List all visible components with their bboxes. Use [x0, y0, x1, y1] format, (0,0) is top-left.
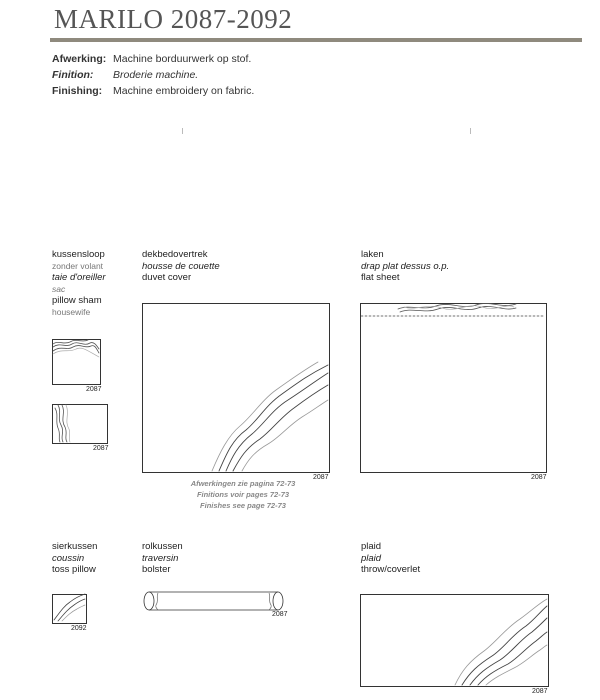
label-en-sub: housewife	[52, 306, 91, 317]
label-nl: sierkussen	[52, 541, 98, 552]
label-fr: coussin	[52, 552, 85, 564]
finishing-label-en: Finishing:	[52, 85, 103, 97]
label-en: duvet cover	[142, 272, 192, 283]
label-fr: housse de couette	[142, 260, 220, 272]
item-code: 2087	[93, 445, 109, 452]
item-code: 2087	[272, 611, 288, 618]
label-fr-sub: sac	[52, 283, 66, 294]
label-fr: plaid	[361, 552, 382, 564]
item-code: 2087	[313, 474, 329, 481]
label-nl: kussensloop	[52, 249, 105, 260]
label-nl: plaid	[361, 541, 382, 552]
finishing-text-en: Machine embroidery on fabric.	[113, 85, 255, 97]
label-nl: laken	[361, 249, 384, 260]
label-nl: rolkussen	[142, 541, 183, 552]
reference-note-fr: Finitions voir pages 72-73	[196, 490, 290, 499]
label-fr: drap plat dessus o.p.	[361, 260, 450, 272]
item-code: 2087	[86, 386, 102, 393]
finishing-label-fr: Finition:	[52, 69, 94, 81]
label-en: pillow sham	[52, 295, 102, 306]
reference-note-nl: Afwerkingen zie pagina 72-73	[190, 479, 296, 488]
label-en: flat sheet	[361, 272, 400, 283]
label-nl: dekbedovertrek	[142, 249, 208, 260]
label-en: bolster	[142, 564, 171, 575]
label-fr: taie d'oreiller	[52, 272, 106, 283]
label-en: toss pillow	[52, 564, 96, 575]
finishing-text-fr: Broderie machine.	[113, 69, 199, 81]
page-title: MARILO 2087-2092	[54, 4, 293, 34]
label-fr: traversin	[142, 552, 179, 564]
finishing-text-nl: Machine borduurwerk op stof.	[113, 53, 252, 65]
finishing-label-nl: Afwerking:	[52, 53, 107, 65]
reference-note-en: Finishes see page 72-73	[200, 501, 286, 510]
item-code: 2087	[532, 688, 548, 695]
bolster-pillow-icon	[144, 592, 283, 610]
label-nl-sub: zonder volant	[52, 260, 104, 271]
label-en: throw/coverlet	[361, 564, 421, 575]
item-code: 2087	[531, 474, 547, 481]
item-code: 2092	[71, 625, 87, 632]
